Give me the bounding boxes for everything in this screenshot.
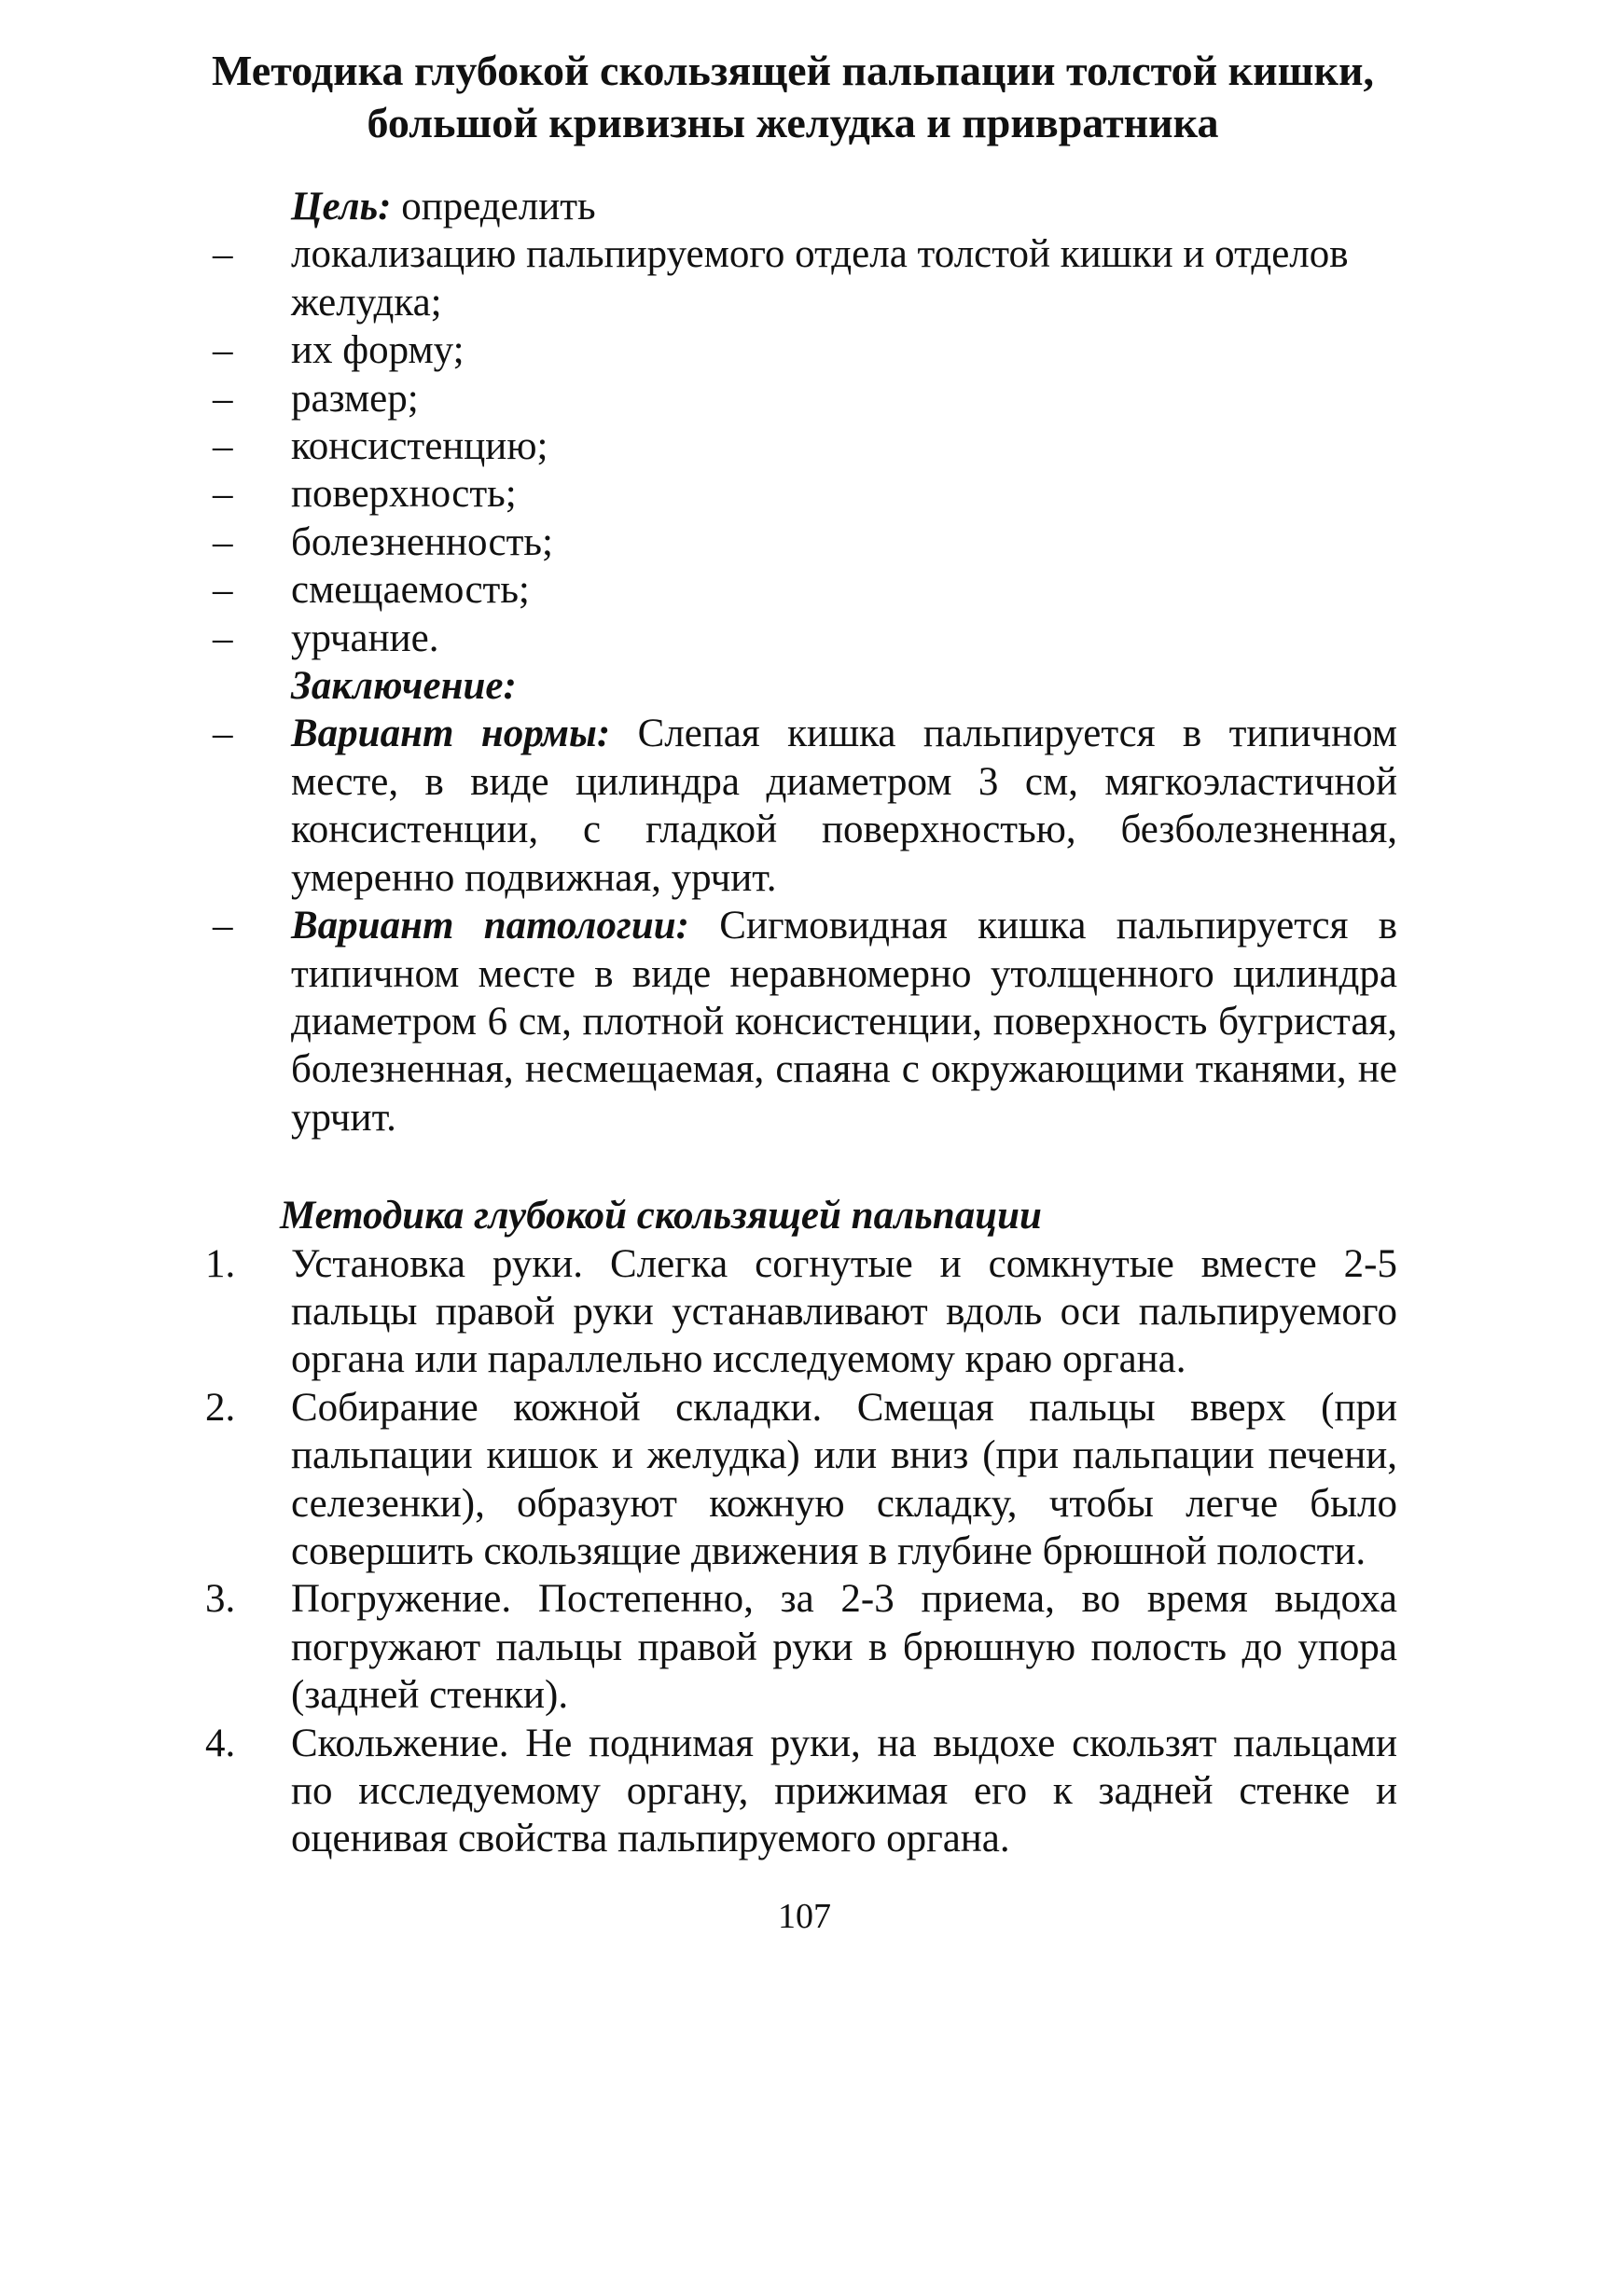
step-text: Установка руки. Слегка согнутые и сомкнутые вместе 2-5 пальцы правой руки устанавливают вдоль оси пальпируемого органа или параллельно исследуемому краю органа. — [291, 1241, 1397, 1382]
page-number: 107 — [778, 1897, 831, 1936]
list-dash: – — [213, 615, 233, 660]
list-dash: – — [213, 328, 233, 373]
list-dash: – — [213, 424, 233, 469]
norm-variant — [0, 710, 1397, 902]
goal-item — [0, 230, 1397, 326]
document-body — [0, 183, 1609, 1863]
method-step — [0, 1575, 1397, 1719]
goal-label: Цель: — [291, 185, 392, 228]
goal-item — [0, 470, 1397, 518]
title-line-1: Методика глубокой скользящей пальпации толстой кишки, — [212, 47, 1374, 94]
step-number: 1. — [205, 1241, 236, 1286]
goal-item-text: локализацию пальпируемого отдела толстой кишки и отделов желудка; — [291, 232, 1349, 325]
goal-line — [0, 183, 1397, 230]
goal-item — [0, 326, 1397, 374]
list-dash: – — [213, 904, 233, 948]
method-step — [0, 1720, 1397, 1863]
list-dash: – — [213, 519, 233, 564]
title-line-2: большой кривизны желудка и привратника — [367, 99, 1219, 146]
method-step — [0, 1240, 1397, 1384]
pathology-variant — [0, 902, 1397, 1141]
goal-item — [0, 519, 1397, 566]
list-dash: – — [213, 472, 233, 517]
step-text: Погружение. Постепенно, за 2-3 приема, во время выдоха погружают пальцы правой руки в брюшную полость до упора (задней стенки). — [291, 1577, 1397, 1718]
step-text: Скольжение. Не поднимая руки, на выдохе скользят пальцами по исследуемому органу, прижимая его к задней стенке и оценивая свойства пальпируемого органа. — [291, 1721, 1397, 1861]
conclusion-label: Заключение: — [291, 664, 517, 709]
goal-item — [0, 375, 1397, 422]
goal-item — [0, 566, 1397, 614]
goal-item-text: смещаемость; — [291, 568, 530, 613]
spacer — [0, 1141, 1609, 1192]
step-text: Собирание кожной складки. Смещая пальцы вверх (при пальпации кишок и желудка) или вниз (при пальпации печени, селезенки), образуют кожную складку, чтобы легче было совершить скользящие движения в глубине брюшной полости. — [291, 1385, 1397, 1573]
method-step — [0, 1384, 1397, 1576]
goal-item-text: поверхность; — [291, 472, 517, 517]
pathology-text: Сигмовидная кишка пальпируется в типичном месте в виде неравномерно утолщенного цилиндра диаметром 6 см, плотной консистенции, поверхность бугристая, болезненная, несмещаемая, спаяна с окружающими тканями, не урчит. — [291, 904, 1397, 1140]
list-dash: – — [213, 232, 233, 277]
method-heading: Методика глубокой скользящей пальпации — [280, 1194, 1042, 1238]
page-title — [168, 45, 1418, 149]
step-number: 4. — [205, 1721, 236, 1765]
conclusion-heading-line — [0, 662, 1397, 710]
goal-item-text: консистенцию; — [291, 424, 548, 469]
step-number: 3. — [205, 1577, 236, 1622]
list-dash: – — [213, 568, 233, 613]
goal-item — [0, 422, 1397, 470]
goal-item-text: болезненность; — [291, 519, 553, 564]
step-number: 2. — [205, 1385, 236, 1430]
norm-text: Слепая кишка пальпируется в типичном месте, в виде цилиндра диаметром 3 см, мягкоэластичной консистенции, с гладкой поверхностью, безболезненная, умеренно подвижная, урчит. — [291, 712, 1397, 900]
list-dash: – — [213, 712, 233, 756]
pathology-label: Вариант патологии: — [291, 904, 690, 948]
goal-item-text: размер; — [291, 376, 419, 421]
norm-label: Вариант нормы: — [291, 712, 611, 756]
goal-text: определить — [391, 185, 596, 228]
list-dash: – — [213, 376, 233, 421]
goal-item-text: их форму; — [291, 328, 465, 373]
goal-item — [0, 615, 1397, 662]
goal-item-text: урчание. — [291, 615, 439, 660]
